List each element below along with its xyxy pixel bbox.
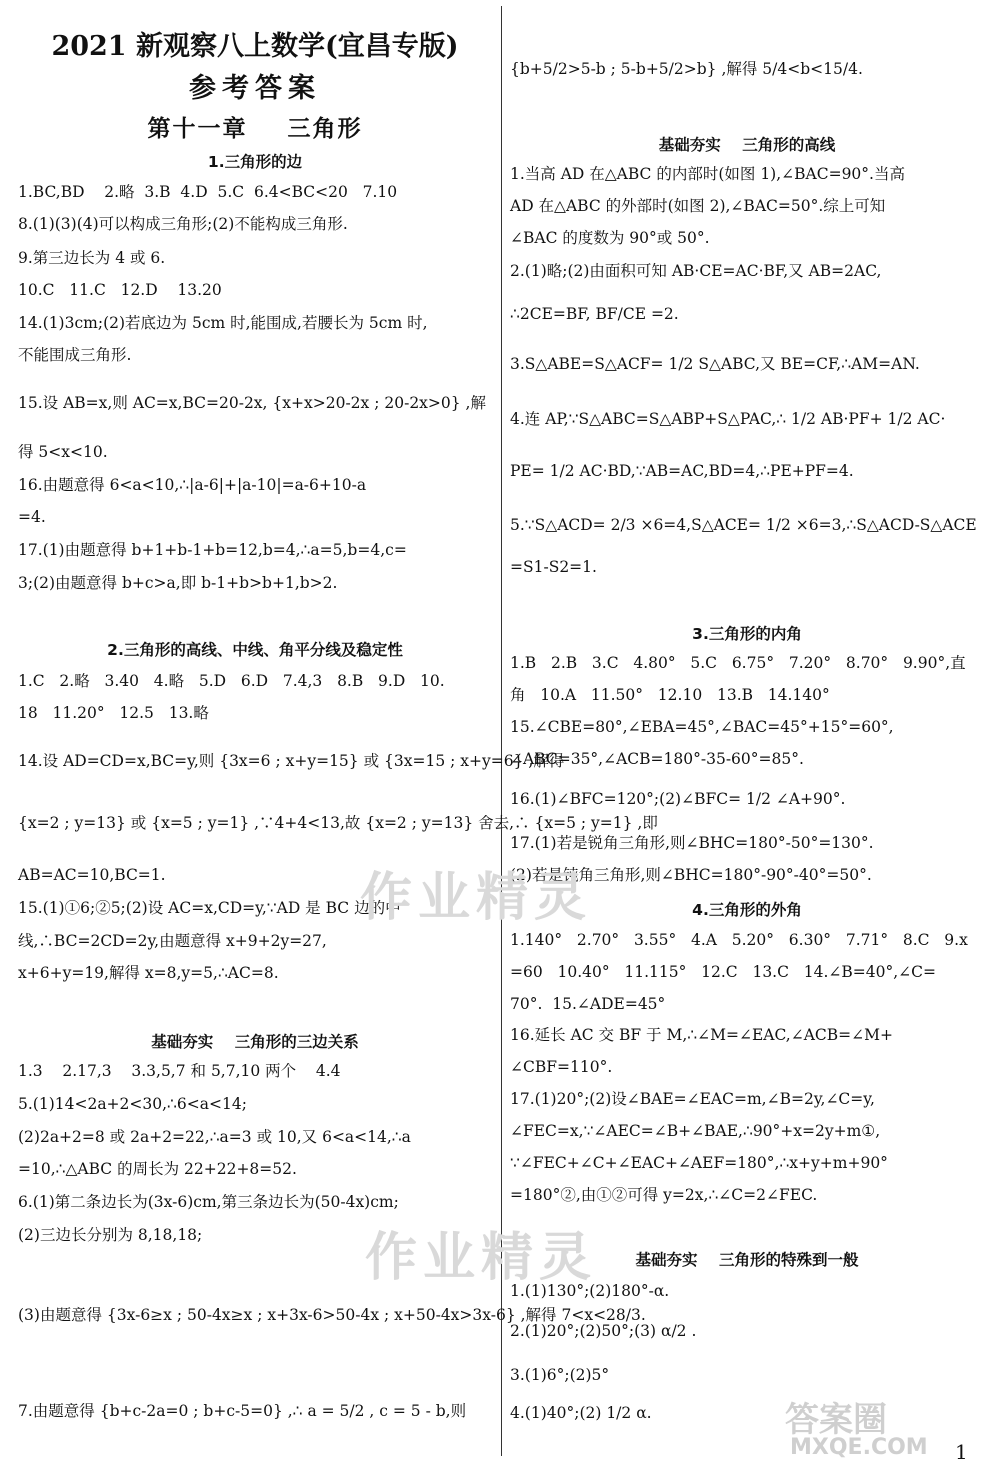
- answer-line: {b+5/2>5-b ; 5-b+5/2>b} ,解得 5/4<b<15/4.: [510, 60, 863, 78]
- section-title: 3.三角形的内角: [692, 625, 802, 643]
- answer-line: =60 10.40° 11.115° 12.C 13.C 14.∠B=40°,∠C=: [510, 963, 936, 981]
- answer-line: =4.: [18, 508, 46, 526]
- answer-line: 1.C 2.略 3.40 4.略 5.D 6.D 7.4,3 8.B 9.D 10.: [18, 672, 445, 690]
- answer-line: 2.(1)略;(2)由面积可知 AB·CE=AC·BF,又 AB=2AC,: [510, 262, 882, 280]
- answer-line: 16.延长 AC 交 BF 于 M,∴∠M=∠EAC,∠ACB=∠M+: [510, 1026, 893, 1044]
- answer-line: (2)2a+2=8 或 2a+2=22,∴a=3 或 10,又 6<a<14,∴a: [18, 1128, 411, 1146]
- watermark-text: 作业精灵: [360, 868, 593, 928]
- page-number: 1: [955, 1440, 968, 1464]
- answer-line: 6.(1)第二条边长为(3x-6)cm,第三条边长为(50-4x)cm;: [18, 1193, 399, 1211]
- answer-line: {x=2 ; y=13} 或 {x=5 ; y=1} ,∵4+4<13,故 {x=2 ; y=13} 舍去,∴ {x=5 ; y=1} ,即: [18, 814, 658, 832]
- answer-line: 17.(1)20°;(2)设∠BAE=∠EAC=m,∠B=2y,∠C=y,: [510, 1090, 875, 1108]
- page-title: 2021 新观察八上数学(宜昌专版): [51, 31, 459, 62]
- answer-line: =S1-S2=1.: [510, 558, 597, 576]
- answer-line: 16.(1)∠BFC=120°;(2)∠BFC= 1/2 ∠A+90°.: [510, 790, 846, 808]
- answer-line: ∠ABC=35°,∠ACB=180°-35-60°=85°.: [510, 750, 804, 768]
- answer-line: 3.(1)6°;(2)5°: [510, 1366, 610, 1384]
- answer-line: 5.∵S△ACD= 2/3 ×6=4,S△ACE= 1/2 ×6=3,∴S△ACD-S△ACE: [510, 516, 977, 534]
- answer-line: 线,∴BC=2CD=2y,由题意得 x+9+2y=27,: [18, 932, 327, 950]
- answer-line: 1.(1)130°;(2)180°-α.: [510, 1282, 670, 1300]
- answer-line: ∠CBF=110°.: [510, 1058, 613, 1076]
- answer-line: 2.(1)20°;(2)50°;(3) α/2 .: [510, 1322, 697, 1340]
- answer-line: ∴2CE=BF, BF/CE =2.: [510, 305, 679, 323]
- answer-line: 17.(1)若是锐角三角形,则∠BHC=180°-50°=130°.: [510, 834, 874, 852]
- answer-line: 1.BC,BD 2.略 3.B 4.D 5.C 6.4<BC<20 7.10: [18, 183, 398, 201]
- answer-line: 不能围成三角形.: [18, 346, 132, 364]
- answer-line: =10,∴△ABC 的周长为 22+22+8=52.: [18, 1160, 297, 1178]
- answer-line: 3.S△ABE=S△ACF= 1/2 S△ABC,又 BE=CF,∴AM=AN.: [510, 355, 920, 373]
- answer-line: 10.C 11.C 12.D 13.20: [18, 281, 222, 299]
- answer-line: ∠BAC 的度数为 90°或 50°.: [510, 229, 710, 247]
- answer-line: 1.B 2.B 3.C 4.80° 5.C 6.75° 7.20° 8.70° 9.90°,直: [510, 654, 966, 672]
- section-title: 基础夯实 三角形的三边关系: [151, 1033, 359, 1051]
- answer-line: 1.140° 2.70° 3.55° 4.A 5.20° 6.30° 7.71° 8.C 9.x: [510, 931, 968, 949]
- answer-line: 角 10.A 11.50° 12.10 13.B 14.140°: [510, 686, 830, 704]
- answer-line: 7.由题意得 {b+c-2a=0 ; b+c-5=0} ,∴ a = 5/2 , c = 5 - b,则: [18, 1402, 467, 1420]
- answer-line: x+6+y=19,解得 x=8,y=5,∴AC=8.: [18, 964, 279, 982]
- answer-line: 70°. 15.∠ADE=45°: [510, 995, 666, 1013]
- answer-line: 得 5<x<10.: [18, 443, 108, 461]
- answer-line: AB=AC=10,BC=1.: [18, 866, 166, 884]
- answer-line: (2)若是钝角三角形,则∠BHC=180°-90°-40°=50°.: [510, 866, 872, 884]
- answer-line: 4.连 AP,∵S△ABC=S△ABP+S△PAC,∴ 1/2 AB·PF+ 1/2 AC·: [510, 410, 946, 428]
- answer-line: PE= 1/2 AC·BD,∵AB=AC,BD=4,∴PE+PF=4.: [510, 462, 854, 480]
- chapter-title: 第十一章 三角形: [147, 115, 363, 142]
- section-title: 基础夯实 三角形的特殊到一般: [635, 1251, 859, 1269]
- page-subtitle: 参考答案: [189, 73, 321, 104]
- answer-line: 15.∠CBE=80°,∠EBA=45°,∠BAC=45°+15°=60°,: [510, 718, 894, 736]
- answer-line: 8.(1)(3)(4)可以构成三角形;(2)不能构成三角形.: [18, 215, 348, 233]
- answer-line: 14.(1)3cm;(2)若底边为 5cm 时,能围成,若腰长为 5cm 时,: [18, 314, 428, 332]
- section-title: 基础夯实 三角形的高线: [658, 136, 836, 154]
- watermark-url: MXQE.COM: [790, 1435, 928, 1460]
- answer-line: 1.当高 AD 在△ABC 的内部时(如图 1),∠BAC=90°.当高: [510, 165, 905, 183]
- answer-line: 4.(1)40°;(2) 1/2 α.: [510, 1404, 652, 1422]
- section-title: 1.三角形的边: [207, 153, 303, 171]
- answer-line: (2)三边长分别为 8,18,18;: [18, 1226, 203, 1244]
- answer-line: AD 在△ABC 的外部时(如图 2),∠BAC=50°.综上可知: [510, 197, 886, 215]
- watermark-text: 作业精灵: [365, 1228, 598, 1288]
- answer-line: 15.(1)①6;②5;(2)设 AC=x,CD=y,∵AD 是 BC 边的中: [18, 899, 401, 917]
- section-title: 4.三角形的外角: [692, 901, 802, 919]
- section-title: 2.三角形的高线、中线、角平分线及稳定性: [107, 641, 403, 659]
- answer-line: 5.(1)14<2a+2<30,∴6<a<14;: [18, 1095, 247, 1113]
- answer-line: ∠FEC=x,∵∠AEC=∠B+∠BAE,∴90°+x=2y+m①,: [510, 1122, 881, 1140]
- watermark-logo: 答案圈: [785, 1400, 887, 1440]
- answer-line: ∵∠FEC+∠C+∠EAC+∠AEF=180°,∴x+y+m+90°: [510, 1154, 888, 1172]
- answer-line: 17.(1)由题意得 b+1+b-1+b=12,b=4,∴a=5,b=4,c=: [18, 541, 407, 559]
- answer-line: 3;(2)由题意得 b+c>a,即 b-1+b>b+1,b>2.: [18, 574, 338, 592]
- answer-line: 15.设 AB=x,则 AC=x,BC=20-2x, {x+x>20-2x ; 20-2x>0} ,解: [18, 394, 486, 412]
- answer-line: 14.设 AD=CD=x,BC=y,则 {3x=6 ; x+y=15} 或 {3x=15 ; x+y=6} ,解得: [18, 752, 565, 770]
- answer-line: 16.由题意得 6<a<10,∴|a-6|+|a-10|=a-6+10-a: [18, 476, 367, 494]
- answer-line: 1.3 2.17,3 3.3,5,7 和 5,7,10 两个 4.4: [18, 1062, 341, 1080]
- answer-line: 18 11.20° 12.5 13.略: [18, 704, 209, 722]
- answer-line: =180°②,由①②可得 y=2x,∴∠C=2∠FEC.: [510, 1186, 818, 1204]
- answer-line: 9.第三边长为 4 或 6.: [18, 249, 166, 267]
- answer-line: (3)由题意得 {3x-6≥x ; 50-4x≥x ; x+3x-6>50-4x ; x+50-4x>3x-6} ,解得 7<x<28/3.: [18, 1306, 646, 1324]
